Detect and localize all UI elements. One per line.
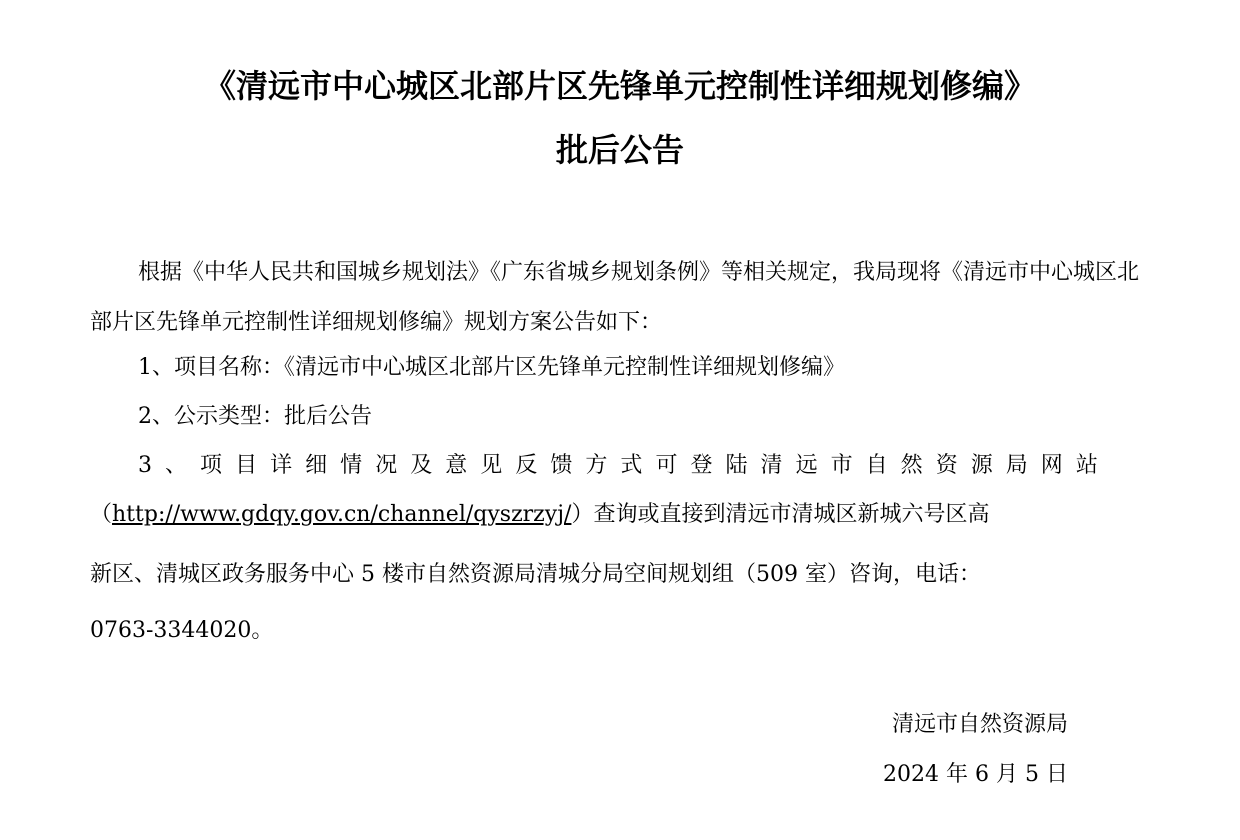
item-project-name: 1、项目名称：《清远市中心城区北部片区先锋单元控制性详细规划修编》	[138, 355, 845, 380]
item-details-phone: 0763-3344020。	[90, 618, 274, 643]
page-subtitle: 批后公告	[555, 131, 684, 169]
item-details-line1: 3 、 项 目 详 细 情 况 及 意 见 反 馈 方 式 可 登 陆 清 远 市 自 然 资 源 局 网 站	[138, 453, 1098, 478]
details-after-url: ）查询或直接到清远市清城区新城六号区高	[571, 502, 990, 527]
issue-date: 2024 年 6 月 5 日	[883, 762, 1068, 787]
intro-paragraph: 根据《中华人民共和国城乡规划法》《广东省城乡规划条例》等相关规定，我局现将《清远市中心城区北部片区先锋单元控制性详细规划修编》规划方案公告如下：	[90, 260, 1140, 335]
issuer-signature: 清远市自然资源局	[891, 712, 1068, 737]
item-details-line3: 新区、清城区政务服务中心 5 楼市自然资源局清城分局空间规划组（509 室）咨询，电话：	[90, 562, 981, 587]
item-details-line2	[90, 500, 989, 530]
website-link[interactable]: http://www.gdqy.gov.cn/channel/qyszrzyj/	[112, 502, 572, 527]
item-notice-type: 2、公示类型：批后公告	[138, 404, 372, 429]
page-title: 《清远市中心城区北部片区先锋单元控制性详细规划修编》	[203, 67, 1036, 105]
open-paren: （	[90, 502, 113, 527]
